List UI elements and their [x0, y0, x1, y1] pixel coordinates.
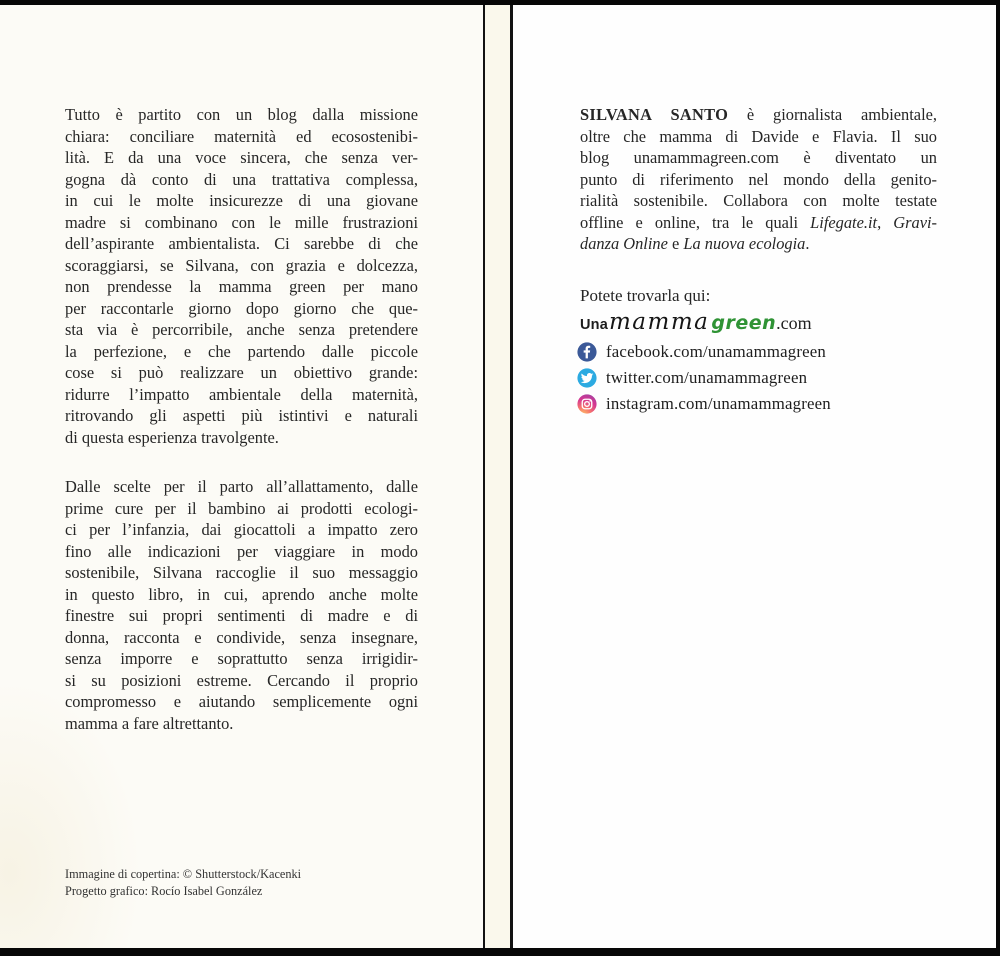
text-line: Dalle scelte per il parto all’allattamento, dalle: [65, 477, 418, 496]
text-line: blog unamammagreen.com è diventato un: [580, 148, 937, 167]
cover-image-credit: Immagine di copertina: © Shutterstock/Kacenki: [65, 867, 302, 881]
text-line: in cui le molte insicurezze di una giovane: [65, 191, 418, 210]
graphic-design-credit: Progetto grafico: Rocío Isabel González: [65, 884, 263, 898]
text-line: lità. E da una voce sincera, che senza ver-: [65, 148, 418, 167]
unamammagreen-logo: [580, 309, 812, 341]
instagram-icon: [577, 394, 597, 414]
facebook-url: facebook.com/unamammagreen: [606, 342, 826, 361]
social-link-facebook: [577, 339, 831, 365]
text-line: chiara: conciliare maternità ed ecosostenibi-: [65, 126, 418, 146]
social-links: [577, 339, 831, 417]
flap-description: [65, 104, 418, 734]
text-line: dell’aspirante ambientalista. Ci sarebbe di che: [65, 234, 418, 253]
text-line: la perfezione, e che partendo dalle piccole: [65, 341, 418, 361]
description-paragraph-1: [65, 104, 418, 448]
text-line: donna, racconta e condivide, senza insegnare,: [65, 627, 418, 647]
spine-gap: [483, 5, 513, 948]
logo-com-text: .com: [776, 313, 812, 333]
author-bio: [580, 104, 937, 255]
instagram-url: instagram.com/unamammagreen: [606, 394, 831, 413]
text-line: di questa esperienza travolgente.: [65, 427, 279, 447]
text-line: gogna dà conto di una trattativa complessa,: [65, 169, 418, 189]
text-line: oltre che mamma di Davide e Flavia. Il suo: [580, 126, 937, 146]
text-line: scoraggiarsi, se Silvana, con grazia e dolcezza,: [65, 255, 418, 275]
social-link-instagram: [577, 391, 831, 417]
text-line: punto di riferimento nel mondo della genito-: [580, 169, 937, 189]
text-line: sta via è percorribile, anche senza pretendere: [65, 320, 418, 339]
text-line: cose si può realizzare un obiettivo grande:: [65, 363, 418, 382]
text-line: Tutto è partito con un blog dalla missione: [65, 105, 418, 124]
text-line: si su posizioni estreme. Cercando il proprio: [65, 670, 418, 690]
description-paragraph-2: [65, 476, 418, 734]
text-line: non prendesse la mamma green per mano: [65, 277, 418, 296]
text-line: prime cure per il bambino ai prodotti ecologi-: [65, 498, 418, 518]
logo-una-text: Una: [580, 317, 608, 333]
text-line: in questo libro, in cui, aprendo anche molte: [65, 584, 418, 604]
text-line: mamma a fare altrettanto.: [65, 713, 234, 733]
text-line: compromesso e aiutando semplicemente ogni: [65, 692, 418, 711]
twitter-url: twitter.com/unamammagreen: [606, 368, 808, 387]
left-flap-page: [0, 5, 483, 948]
text-line: SILVANA SANTO è giornalista ambientale,: [580, 105, 937, 124]
social-link-twitter: [577, 365, 831, 391]
logo-mamma-text: mamma: [609, 309, 710, 335]
text-line: ritrovando gli aspetti più istintivi e naturali: [65, 406, 418, 425]
text-line: ci per l’infanzia, dai giocattoli a impatto zero: [65, 520, 418, 539]
credits: [65, 866, 301, 900]
text-line: senza imporre e soprattutto senza irrigidir-: [65, 649, 418, 668]
text-line: ridurre l’impatto ambientale della maternità,: [65, 384, 418, 404]
text-line: fino alle indicazioni per viaggiare in modo: [65, 541, 418, 561]
text-line: madre si combinano con le mille frustrazioni: [65, 212, 418, 232]
find-her-label: Potete trovarla qui:: [580, 286, 711, 305]
right-flap-page: [513, 5, 996, 948]
text-line: rialità sostenibile. Collabora con molte testate: [580, 191, 937, 210]
twitter-icon: [577, 368, 597, 388]
facebook-icon: [577, 342, 597, 362]
text-line: offline e online, tra le quali Lifegate.it, Gravi-: [580, 212, 937, 232]
logo-green-text: green: [711, 312, 777, 334]
text-line: sostenibile, Silvana raccoglie il suo messaggio: [65, 563, 418, 582]
text-line: danza Online e La nuova ecologia.: [580, 234, 810, 253]
text-line: per raccontarle giorno dopo giorno che que-: [65, 298, 418, 318]
text-line: finestre sui propri sentimenti di madre e di: [65, 606, 418, 625]
